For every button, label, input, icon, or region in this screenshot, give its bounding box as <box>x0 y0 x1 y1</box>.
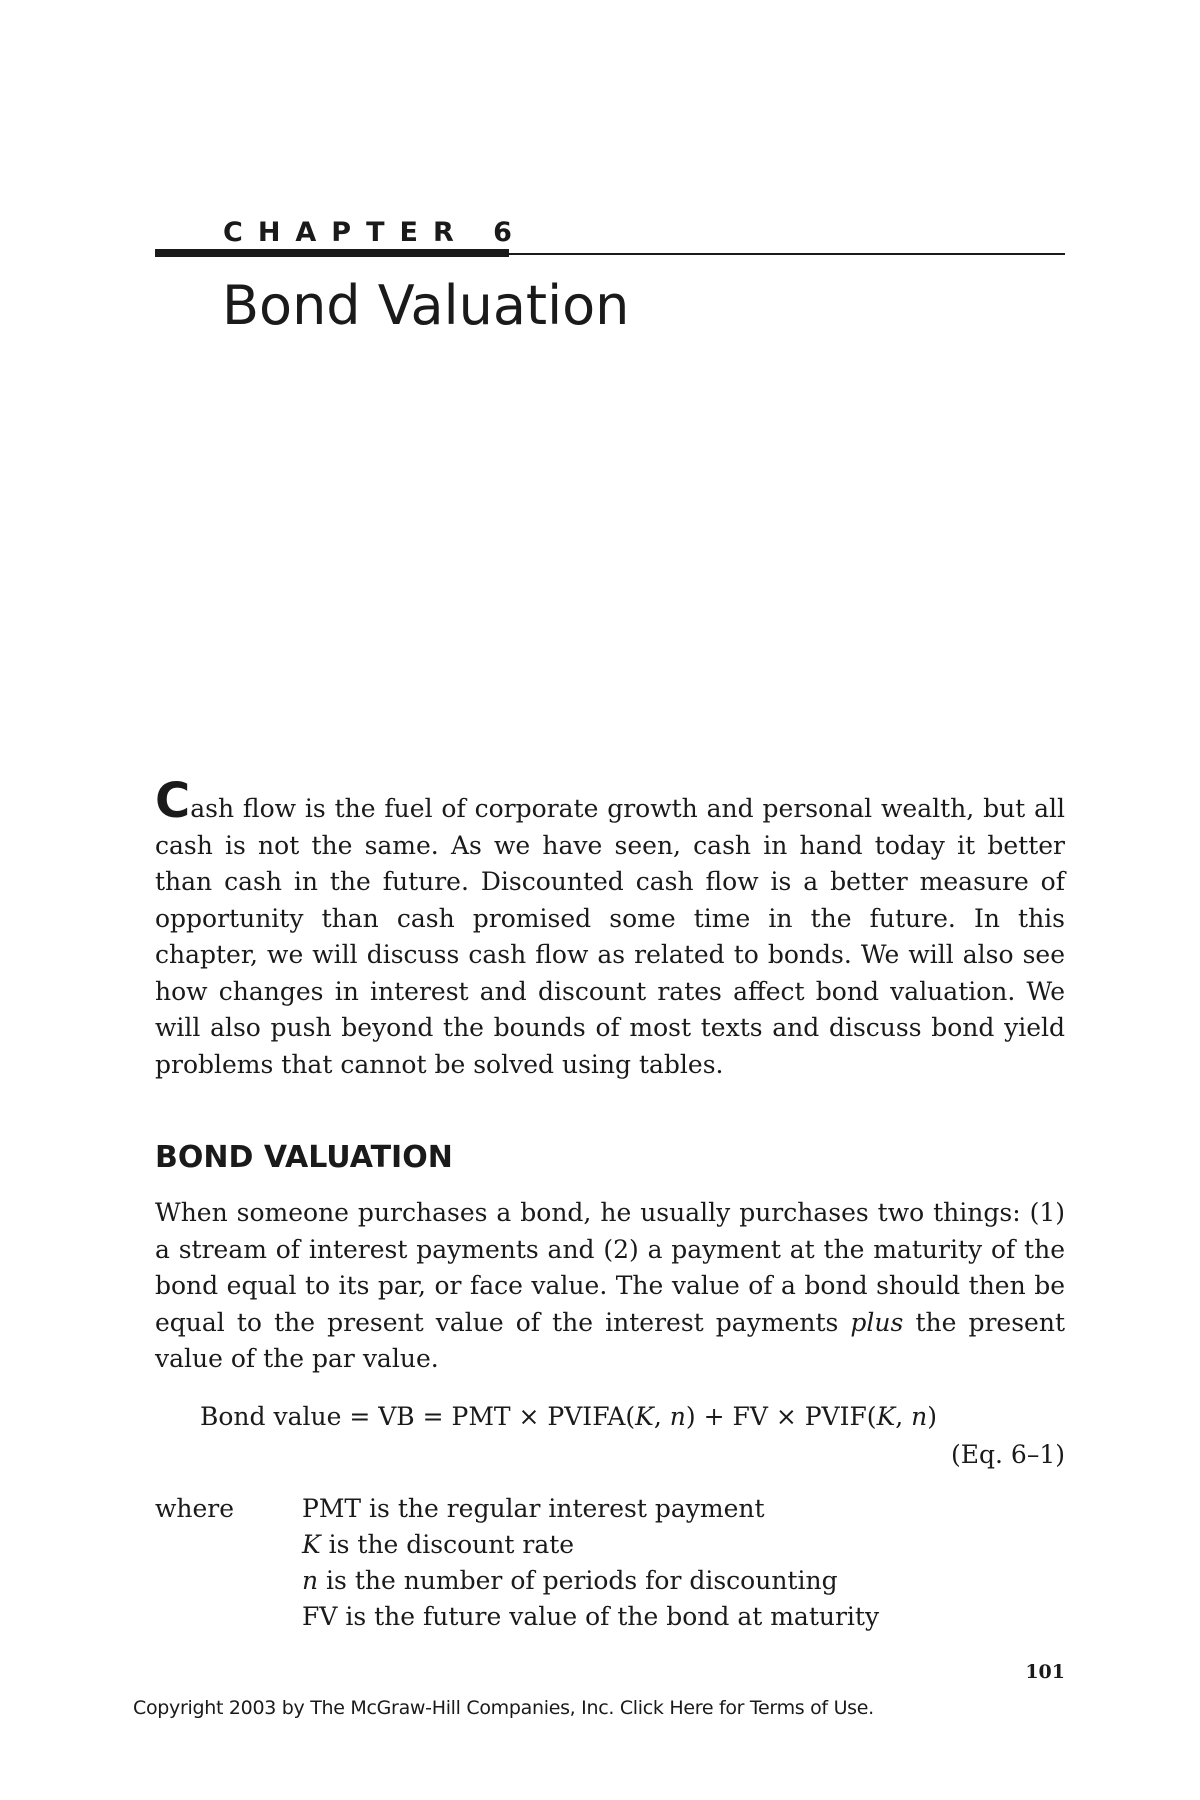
equation-var-k: K <box>635 1402 654 1431</box>
equation-lhs: Bond value = VB = PMT × PVIFA( <box>200 1402 636 1431</box>
bond-valuation-paragraph <box>155 1195 1065 1378</box>
chapter-rule-thick <box>155 249 509 257</box>
page-number: 101 <box>1025 1661 1065 1683</box>
drop-cap: C <box>155 773 191 829</box>
equation-var-n: n <box>911 1402 928 1431</box>
section-heading: BOND VALUATION <box>155 1140 453 1175</box>
equation-mid: ) + FV × PVIF( <box>685 1402 877 1431</box>
definition-n-var: n <box>302 1566 319 1595</box>
equation-number: (Eq. 6–1) <box>951 1440 1065 1469</box>
terms-of-use-link[interactable]: Click Here for Terms of Use. <box>619 1697 874 1719</box>
equation-comma: , <box>895 1402 912 1431</box>
definition-fv: FV is the future value of the bond at maturity <box>302 1602 880 1631</box>
paragraph-end-text: the present value of the par value. <box>155 1307 1066 1373</box>
bond-value-equation <box>200 1399 937 1435</box>
definition-n <box>302 1563 879 1599</box>
variable-definitions <box>302 1491 879 1635</box>
paragraph-main-text: When someone purchases a bond, he usually purchases two things: (1) a stream of interest payments and (2) a payment at the maturity of the bond equal to its par, or face value. The value of a bond should then be equal to the present value of the interest payments <box>155 1198 1065 1337</box>
equation-close: ) <box>927 1402 938 1431</box>
definition-k <box>302 1527 879 1563</box>
definition-k-var: K <box>302 1530 321 1559</box>
copyright-text: Copyright 2003 by The McGraw-Hill Companies, Inc. <box>133 1697 620 1719</box>
paragraph-emphasis: plus <box>850 1307 904 1337</box>
where-label: where <box>155 1494 235 1523</box>
chapter-rule-thin <box>509 253 1065 255</box>
definition-pmt: PMT is the regular interest payment <box>302 1494 765 1523</box>
chapter-label: CHAPTER 6 <box>223 217 527 248</box>
chapter-header <box>155 218 1065 258</box>
chapter-title: Bond Valuation <box>222 274 630 337</box>
intro-text: ash flow is the fuel of corporate growth and personal wealth, but all cash is not the same. As we have seen, cash in hand today it better than cash in the future. Discounted cash flow is a better measure of opportunity than cash promised some time in the future. In this chapter, we will discuss cash flow as related to bonds. We will also see how changes in interest and discount rates affect bond valuation. We will also push beyond the bounds of most texts and discuss bond yield problems that cannot be solved using tables. <box>155 794 1065 1079</box>
equation-var-k: K <box>876 1402 896 1431</box>
definition-n-desc: is the number of periods for discounting <box>318 1566 838 1595</box>
intro-paragraph <box>155 773 1065 1083</box>
definition-k-desc: is the discount rate <box>320 1530 575 1559</box>
copyright-notice <box>133 1695 874 1721</box>
equation-comma: , <box>653 1402 670 1431</box>
equation-var-n: n <box>669 1402 686 1431</box>
